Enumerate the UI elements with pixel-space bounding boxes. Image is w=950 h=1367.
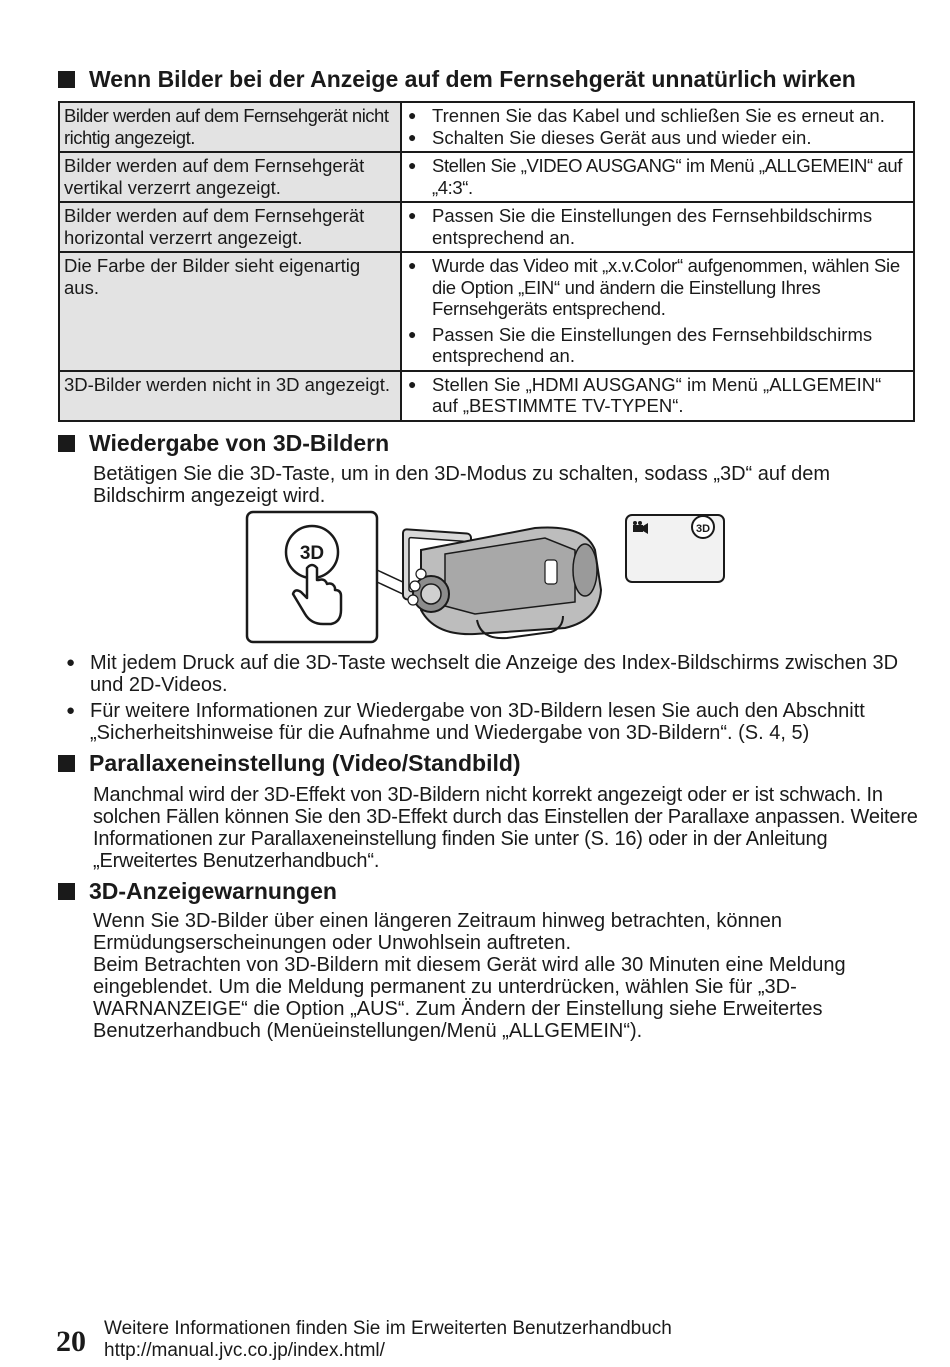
- black-square-icon: [58, 883, 75, 900]
- table-row: [59, 202, 914, 252]
- list-item: [66, 700, 926, 744]
- black-square-icon: [58, 755, 75, 772]
- bullet-dot-icon: ●: [408, 107, 417, 123]
- remedy-text: Stellen Sie „VIDEO AUSGANG“ im Menü „ALLGEMEIN“ auf „4:3“.: [432, 155, 903, 198]
- remedy-cell: [401, 371, 914, 421]
- problem-cell: Bilder werden auf dem Fernsehgerät horizontal verzerrt angezeigt.: [59, 202, 401, 252]
- list-item: [408, 155, 911, 198]
- body-text: Beim Betrachten von 3D-Bildern mit diesem Gerät wird alle 30 Minuten eine Meldung eingeblendet. Um die Meldung permanent zu unterdrücken, wählen Sie für „3D-WARNANZEIGE“ die Option „AUS“. Zum Ändern der Einstellung siehe Erweitertes Benutzerhandbuch (Menüeinstellungen/Menü „ALLGEMEIN“).: [93, 954, 846, 1042]
- table-row: [59, 371, 914, 421]
- 3d-mode-badge-label: 3D: [695, 523, 711, 535]
- black-square-icon: [58, 435, 75, 452]
- bullet-dot-icon: ●: [408, 128, 417, 145]
- problem-cell: 3D-Bilder werden nicht in 3D angezeigt.: [59, 371, 401, 421]
- body-text: Wenn Sie 3D-Bilder über einen längeren Zeitraum hinweg betrachten, können Ermüdungserscheinungen oder Unwohlsein auftreten.: [93, 910, 782, 954]
- 3d-button-illustration: [245, 510, 730, 645]
- troubleshooting-table: [58, 101, 915, 422]
- table-row: [59, 102, 914, 152]
- section-heading-parallax: [58, 750, 521, 777]
- bullet-dot-icon: ●: [408, 257, 417, 273]
- bullet-dot-icon: ●: [66, 654, 76, 671]
- remedy-cell: [401, 152, 914, 202]
- problem-cell: Bilder werden auf dem Fernsehgerät vertikal verzerrt angezeigt.: [59, 152, 401, 202]
- list-item: [408, 374, 911, 417]
- list-item: [408, 127, 911, 149]
- remedy-cell: [401, 252, 914, 371]
- section-heading-3d-playback: [58, 430, 389, 457]
- section-heading-tv: [58, 66, 856, 93]
- bullet-dot-icon: ●: [408, 207, 417, 223]
- table-row: [59, 252, 914, 371]
- section-title: Wiedergabe von 3D-Bildern: [89, 430, 390, 456]
- remedy-text: Trennen Sie das Kabel und schließen Sie es erneut an.: [432, 105, 885, 126]
- camcorder-illustration: [403, 527, 601, 638]
- footer-reference: [104, 1318, 672, 1362]
- list-item: [66, 652, 926, 696]
- 3d-button-label: 3D: [299, 543, 325, 564]
- bullet-dot-icon: ●: [66, 702, 76, 719]
- remedy-text: Schalten Sie dieses Gerät aus und wieder ein.: [432, 126, 812, 148]
- bullet-dot-icon: ●: [408, 157, 417, 173]
- bullet-list: [66, 652, 926, 748]
- remedy-cell: [401, 102, 914, 152]
- footer-url: http://manual.jvc.co.jp/index.html/: [104, 1340, 385, 1361]
- list-item: [408, 105, 911, 127]
- remedy-cell: [401, 202, 914, 252]
- footer-line: Weitere Informationen finden Sie im Erweiterten Benutzerhandbuch: [104, 1318, 672, 1339]
- bullet-dot-icon: ●: [408, 375, 417, 392]
- bullet-text: Für weitere Informationen zur Wiedergabe von 3D-Bildern lesen Sie auch den Abschnitt „Sicherheitshinweise für die Aufnahme und Wiedergabe von 3D-Bildern“. (S. 4, 5): [90, 700, 865, 744]
- section-heading-3d-warnings: [58, 878, 337, 905]
- remedy-text: Passen Sie die Einstellungen des Fernsehbildschirms entsprechend an.: [432, 323, 873, 366]
- table-row: [59, 152, 914, 202]
- problem-cell: Die Farbe der Bilder sieht eigenartig aus.: [59, 252, 401, 371]
- list-item: [408, 205, 911, 248]
- remedy-text: Stellen Sie „HDMI AUSGANG“ im Menü „ALLGEMEIN“ auf „BESTIMMTE TV-TYPEN“.: [432, 373, 882, 416]
- page-number: 20: [56, 1325, 86, 1358]
- remedy-text: Wurde das Video mit „x.v.Color“ aufgenommen, wählen Sie die Option „EIN“ und ändern die Einstellung Ihres Fernsehgeräts entsprechend.: [432, 255, 900, 319]
- bullet-text: Mit jedem Druck auf die 3D-Taste wechselt die Anzeige des Index-Bildschirms zwischen 3D und 2D-Videos.: [90, 652, 899, 696]
- problem-cell: Bilder werden auf dem Fernsehgerät nicht richtig angezeigt.: [59, 102, 401, 152]
- section-title: 3D-Anzeigewarnungen: [89, 878, 337, 904]
- bullet-dot-icon: ●: [408, 325, 417, 342]
- list-item: [408, 255, 911, 320]
- black-square-icon: [58, 71, 75, 88]
- body-text: Betätigen Sie die 3D-Taste, um in den 3D-Modus zu schalten, sodass „3D“ auf dem Bildschirm angezeigt wird.: [93, 463, 831, 507]
- section-title: Wenn Bilder bei der Anzeige auf dem Fernsehgerät unnatürlich wirken: [89, 66, 856, 92]
- list-item: [408, 324, 911, 367]
- section-title: Parallaxeneinstellung (Video/Standbild): [89, 750, 521, 776]
- remedy-text: Passen Sie die Einstellungen des Fernsehbildschirms entsprechend an.: [432, 205, 873, 248]
- body-text: Manchmal wird der 3D-Effekt von 3D-Bildern nicht korrekt angezeigt oder er ist schwach. In solchen Fällen können Sie den 3D-Effekt durch das Einstellen der Parallaxe anpassen. Weitere Informationen zur Parallaxeneinstellung finden Sie unter (S. 16) oder in der Anleitung „Erweitertes Benutzerhandbuch“.: [93, 784, 918, 872]
